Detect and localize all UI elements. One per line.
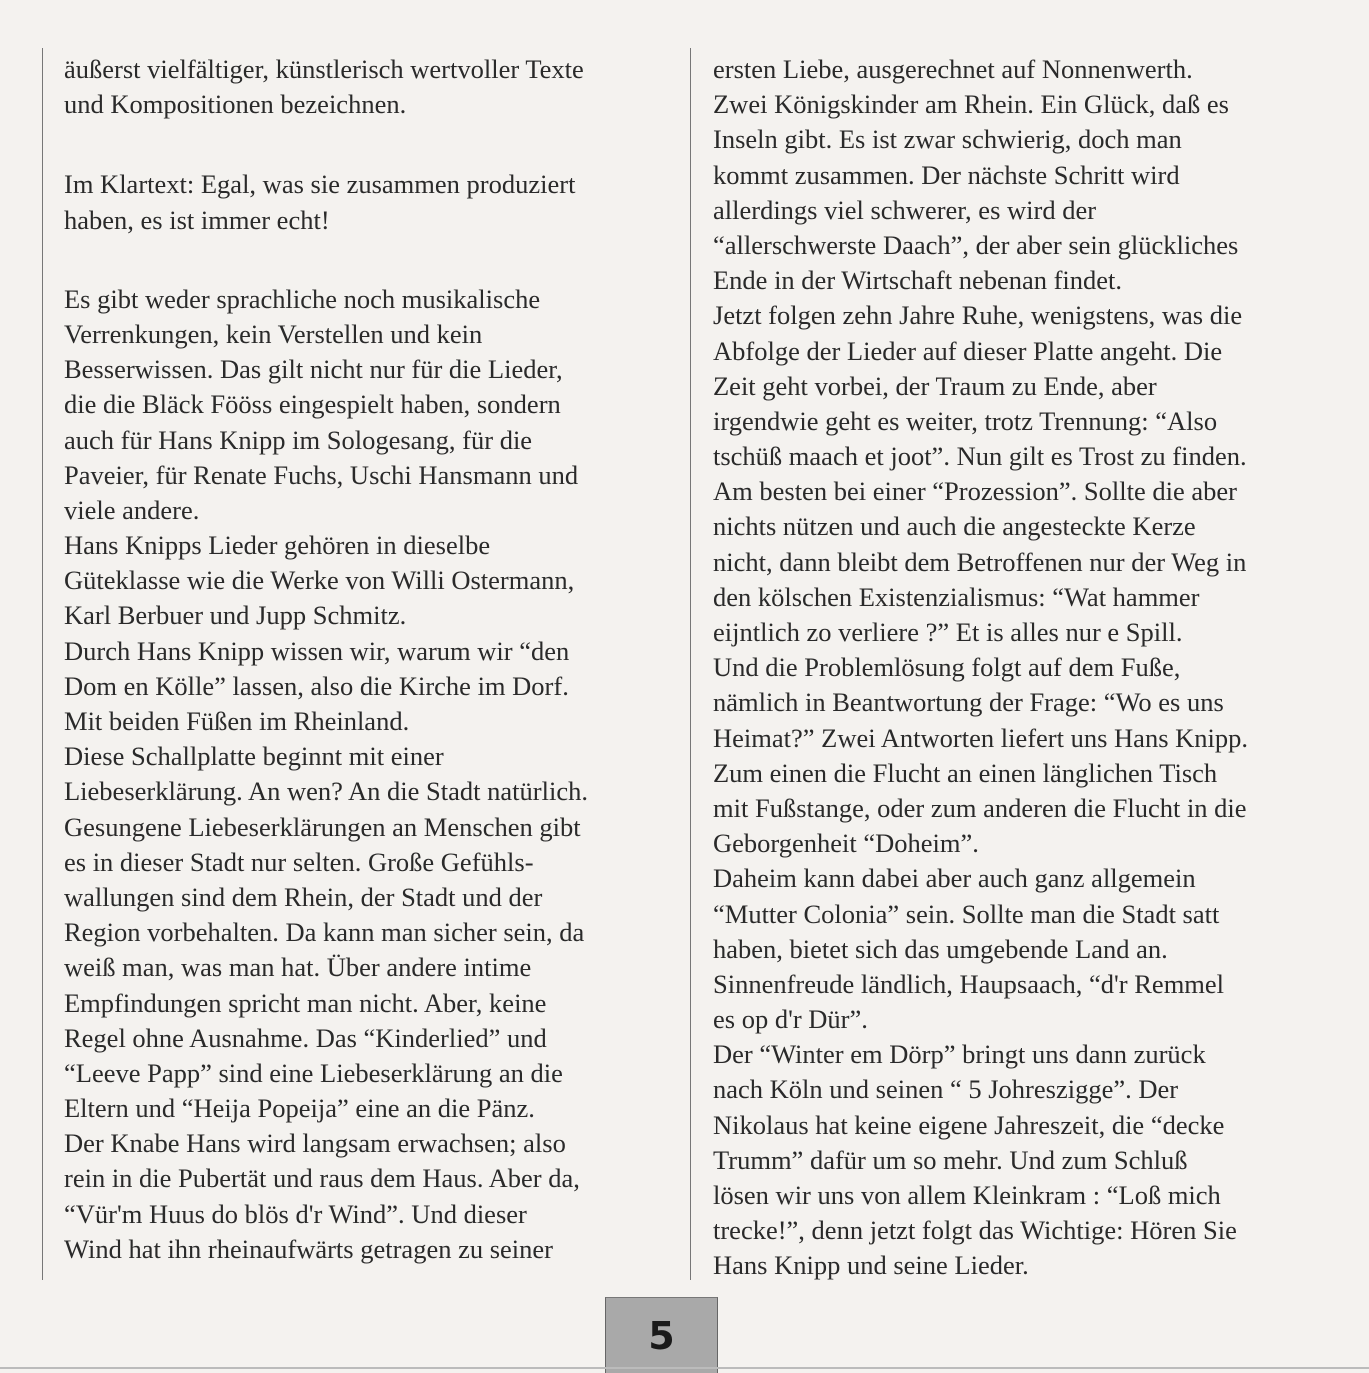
text-line: Ende in der Wirtschaft nebenan findet. bbox=[713, 265, 1123, 296]
text-line: Der “Winter em Dörp” bringt uns dann zurück bbox=[713, 1039, 1206, 1070]
text-line: Verrenkungen, kein Verstellen und kein bbox=[64, 318, 483, 349]
text-line: weiß man, was man hat. Über andere intime bbox=[64, 952, 532, 983]
text-line: irgendwie geht es weiter, trotz Trennung: “Also bbox=[713, 405, 1218, 436]
text-line: die die Bläck Fööss eingespielt haben, sondern bbox=[64, 389, 561, 420]
text-line: Trumm” dafür um so mehr. Und zum Schluß bbox=[713, 1144, 1188, 1175]
text-line: eijntlich zo verliere ?” Et is alles nur e Spill. bbox=[713, 617, 1183, 647]
paragraph-main-left bbox=[64, 282, 664, 1267]
text-line: und Kompositionen bezeichnen. bbox=[64, 89, 407, 120]
text-line: ersten Liebe, ausgerechnet auf Nonnenwerth. bbox=[713, 54, 1193, 84]
left-margin-rule bbox=[42, 48, 43, 1280]
column-divider bbox=[690, 48, 691, 1280]
text-line: haben, bietet sich das umgebende Land an. bbox=[713, 933, 1168, 964]
right-text-column bbox=[713, 52, 1313, 1284]
text-line: “allerschwerste Daach”, der aber sein glückliches bbox=[713, 229, 1239, 260]
text-line: nämlich in Beantwortung der Frage: “Wo es uns bbox=[713, 687, 1224, 718]
text-line: wallungen sind dem Rhein, der Stadt und der bbox=[64, 881, 543, 912]
text-line: allerdings viel schwerer, es wird der bbox=[713, 194, 1097, 225]
text-line: Zeit geht vorbei, der Traum zu Ende, aber bbox=[713, 370, 1157, 401]
text-line: kommt zusammen. Der nächste Schritt wird bbox=[713, 159, 1180, 190]
text-line: es op d'r Dür”. bbox=[713, 1004, 868, 1035]
text-line: Nikolaus hat keine eigene Jahreszeit, die “decke bbox=[713, 1109, 1225, 1140]
text-line: lösen wir uns von allem Kleinkram : “Loß mich bbox=[713, 1180, 1221, 1210]
text-line: Mit beiden Füßen im Rheinland. bbox=[64, 706, 410, 736]
text-line: Gesungene Liebeserklärungen an Menschen gibt bbox=[64, 811, 581, 842]
text-line: Besserwissen. Das gilt nicht nur für die Lieder, bbox=[64, 354, 563, 385]
text-line: Karl Berbuer und Jupp Schmitz. bbox=[64, 600, 407, 631]
text-line: nicht, dann bleibt dem Betroffenen nur der Weg in bbox=[713, 546, 1247, 577]
text-line: auch für Hans Knipp im Sologesang, für die bbox=[64, 424, 533, 455]
text-line: Am besten bei einer “Prozession”. Sollte die aber bbox=[713, 476, 1237, 507]
text-line: Durch Hans Knipp wissen wir, warum wir “den bbox=[64, 635, 570, 666]
text-line: “Leeve Papp” sind eine Liebeserklärung an die bbox=[64, 1057, 563, 1088]
text-line: Und die Problemlösung folgt auf dem Fuße, bbox=[713, 652, 1181, 683]
page-number-tab bbox=[605, 1297, 718, 1373]
text-line: Dom en Kölle” lassen, also die Kirche im Dorf. bbox=[64, 670, 569, 701]
text-line: nichts nützen und auch die angesteckte Kerze bbox=[713, 511, 1196, 542]
text-line: nach Köln und seinen “ 5 Johreszigge”. Der bbox=[713, 1074, 1179, 1105]
text-line: Wind hat ihn rheinaufwärts getragen zu seiner bbox=[64, 1233, 553, 1264]
text-line: haben, es ist immer echt! bbox=[64, 204, 330, 235]
text-line: Eltern und “Heija Popeija” eine an die Pänz. bbox=[64, 1093, 535, 1124]
text-line: Güteklasse wie die Werke von Willi Ostermann, bbox=[64, 565, 575, 596]
paragraph-intro bbox=[64, 52, 664, 122]
text-line: Abfolge der Lieder auf dieser Platte angeht. Die bbox=[713, 335, 1223, 366]
text-line: Sinnenfreude ländlich, Haupsaach, “d'r Remmel bbox=[713, 968, 1225, 999]
text-line: Paveier, für Renate Fuchs, Uschi Hansmann und bbox=[64, 459, 579, 490]
text-line: “Vür'm Huus do blös d'r Wind”. Und dieser bbox=[64, 1198, 527, 1229]
text-line: mit Fußstange, oder zum anderen die Flucht in die bbox=[713, 792, 1247, 823]
text-line: Hans Knipps Lieder gehören in dieselbe bbox=[64, 530, 491, 561]
text-line: Hans Knipp und seine Lieder. bbox=[713, 1250, 1029, 1281]
text-line: Im Klartext: Egal, was sie zusammen produziert bbox=[64, 169, 576, 200]
text-line: Der Knabe Hans wird langsam erwachsen; also bbox=[64, 1128, 566, 1159]
paragraph-klartext bbox=[64, 167, 664, 237]
text-line: es in dieser Stadt nur selten. Große Gefühls- bbox=[64, 846, 534, 877]
text-line: Liebeserklärung. An wen? An die Stadt natürlich. bbox=[64, 776, 588, 807]
left-text-column bbox=[64, 52, 664, 1267]
text-line: äußerst vielfältiger, künstlerisch wertvoller Texte bbox=[64, 54, 584, 84]
text-line: Regel ohne Ausnahme. Das “Kinderlied” und bbox=[64, 1022, 547, 1053]
text-line: Geborgenheit “Doheim”. bbox=[713, 828, 979, 859]
text-line: Heimat?” Zwei Antworten liefert uns Hans Knipp. bbox=[713, 722, 1249, 753]
text-line: tschüß maach et joot”. Nun gilt es Trost zu finden. bbox=[713, 441, 1247, 472]
text-line: Zum einen die Flucht an einen länglichen Tisch bbox=[713, 757, 1218, 788]
text-line: “Mutter Colonia” sein. Sollte man die Stadt satt bbox=[713, 898, 1220, 929]
text-line: viele andere. bbox=[64, 494, 200, 525]
text-line: Es gibt weder sprachliche noch musikalische bbox=[64, 283, 541, 314]
text-line: Inseln gibt. Es ist zwar schwierig, doch man bbox=[713, 124, 1182, 155]
text-line: Diese Schallplatte beginnt mit einer bbox=[64, 741, 444, 772]
text-line: trecke!”, denn jetzt folgt das Wichtige: Hören Sie bbox=[713, 1215, 1237, 1246]
page-number: 5 bbox=[648, 1313, 675, 1358]
text-line: den kölschen Existenzialismus: “Wat hammer bbox=[713, 581, 1200, 612]
text-line: Region vorbehalten. Da kann man sicher sein, da bbox=[64, 917, 585, 948]
bottom-edge bbox=[0, 1367, 1369, 1369]
text-line: Empfindungen spricht man nicht. Aber, keine bbox=[64, 987, 547, 1018]
text-line: Jetzt folgen zehn Jahre Ruhe, wenigstens, was die bbox=[713, 300, 1243, 331]
text-line: rein in die Pubertät und raus dem Haus. Aber da, bbox=[64, 1163, 580, 1194]
text-line: Daheim kann dabei aber auch ganz allgemein bbox=[713, 863, 1196, 894]
text-line: Zwei Königskinder am Rhein. Ein Glück, daß es bbox=[713, 89, 1229, 120]
